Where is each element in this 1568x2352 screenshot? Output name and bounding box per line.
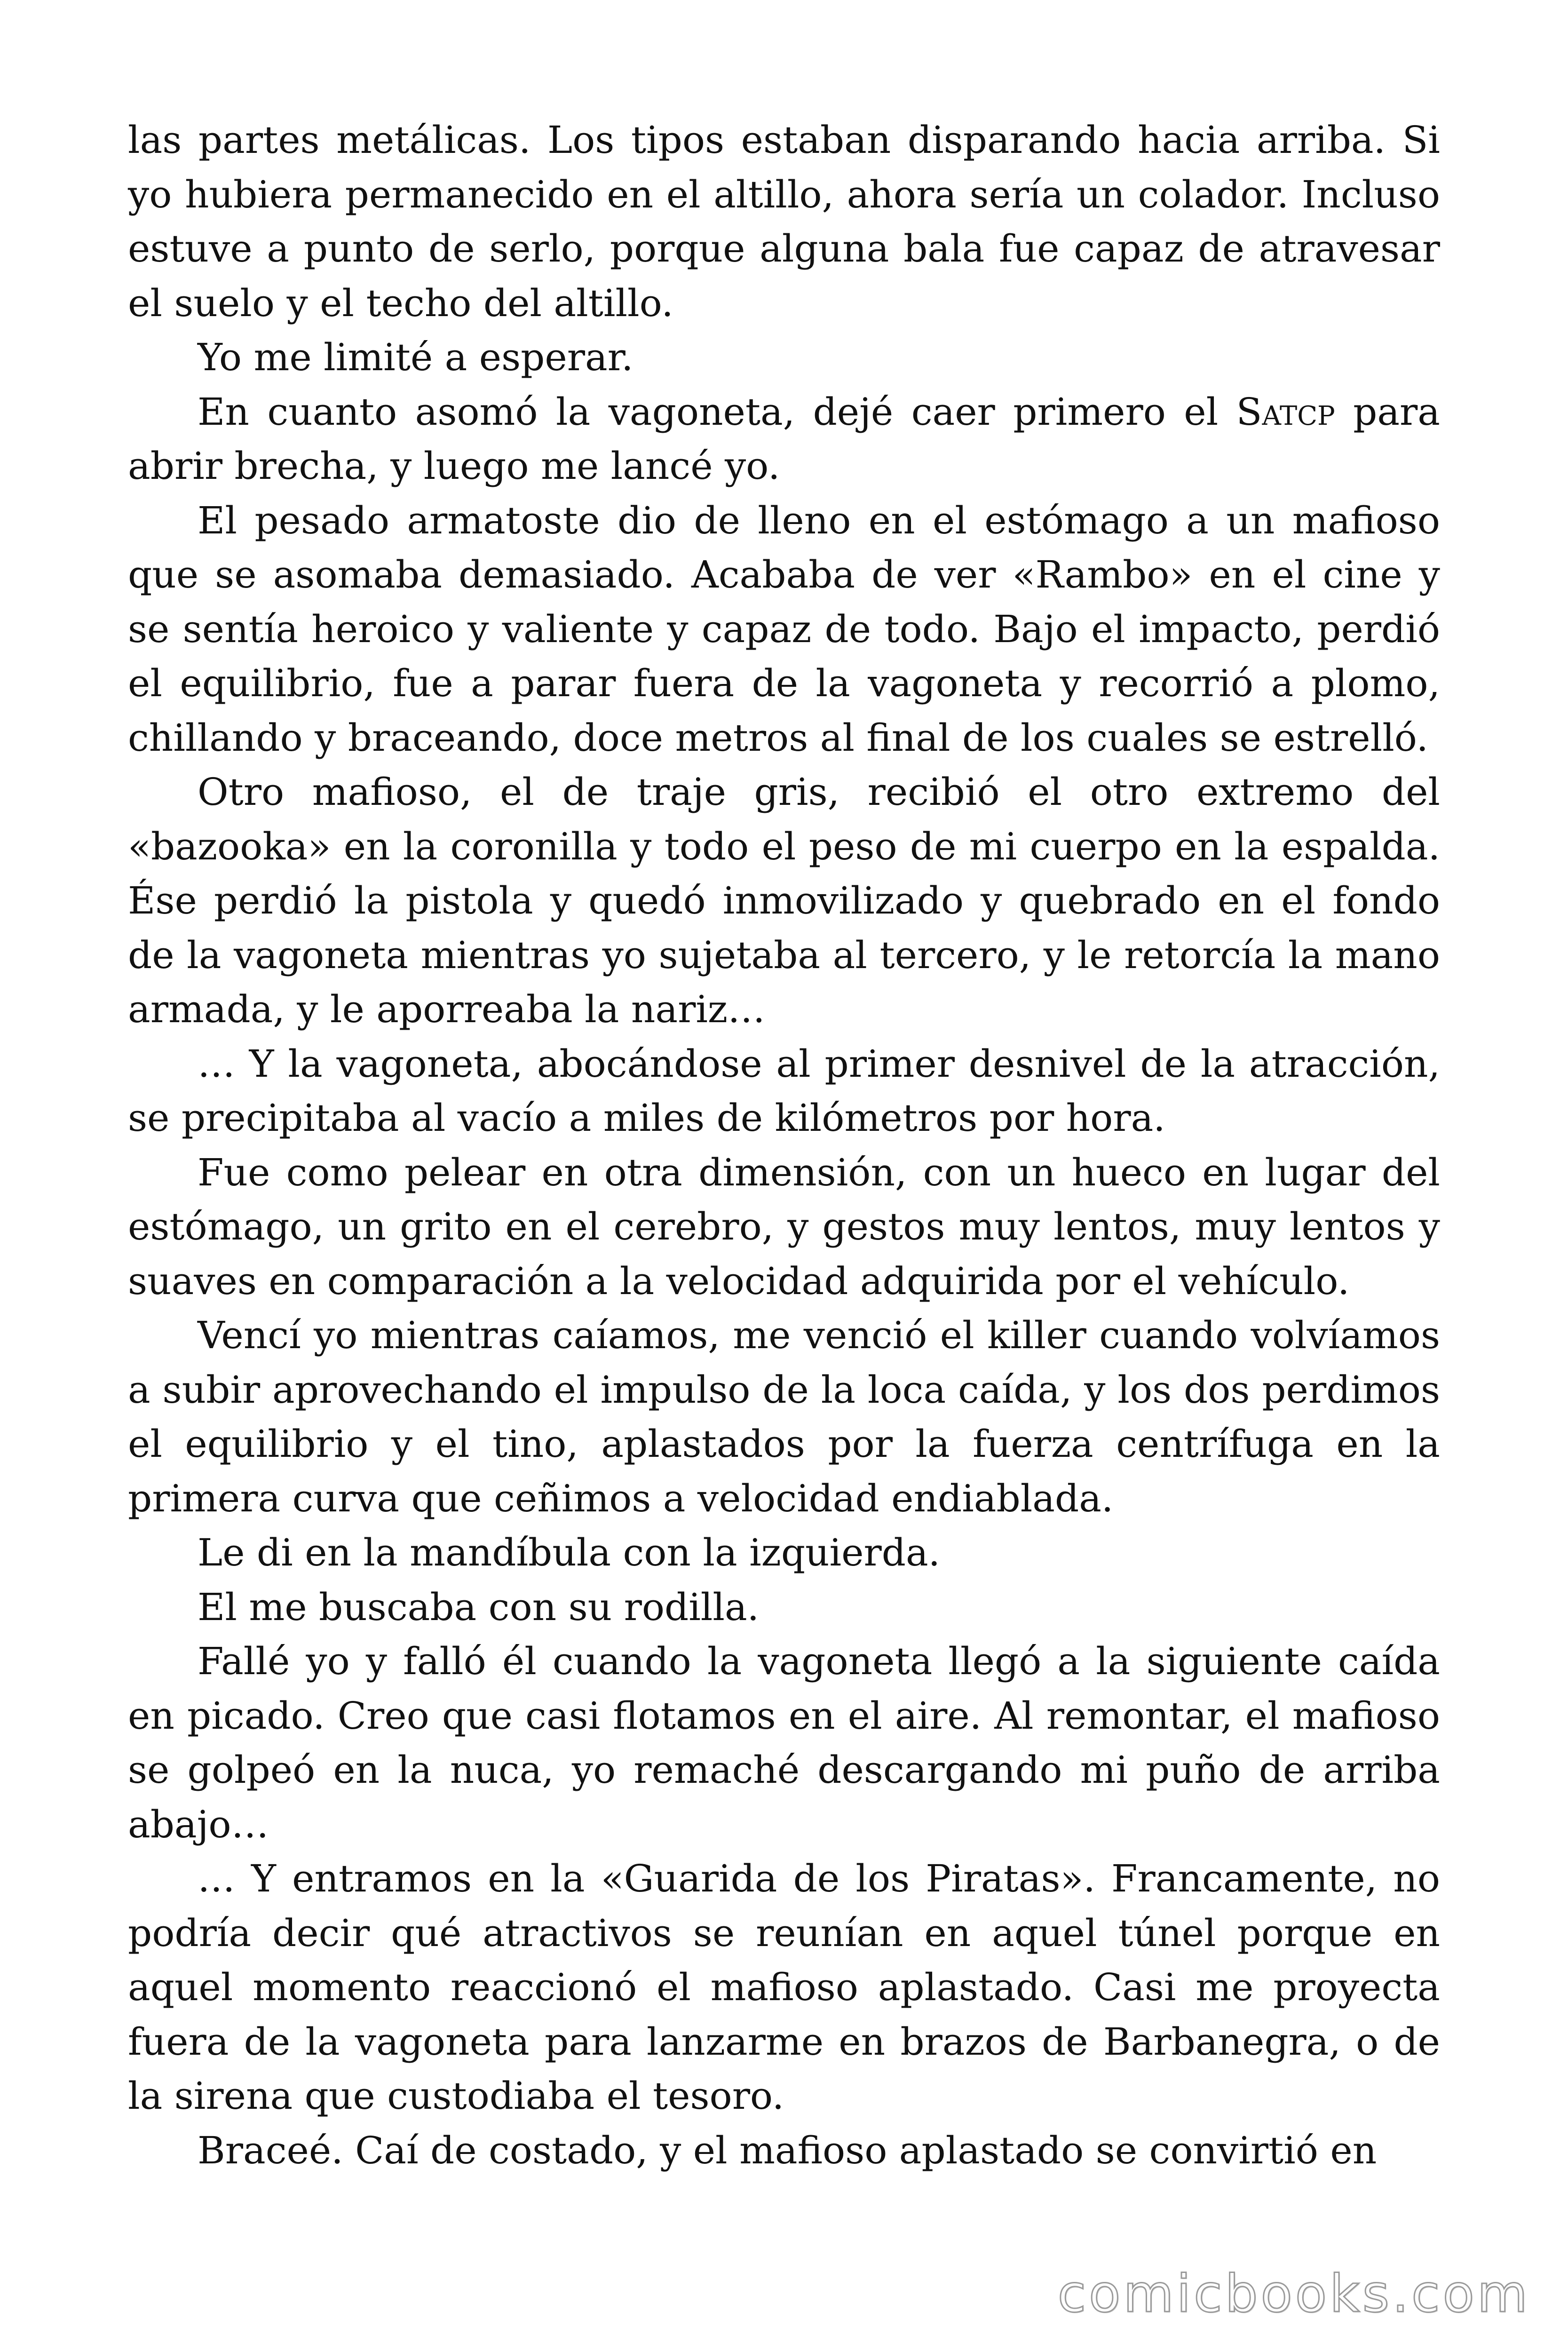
paragraph: El pesado armatoste dio de lleno en el estómago a un mafioso que se asomaba demasiado. Acababa de ver «Rambo» en el cine y se sentía heroico y valiente y capaz de todo. Bajo el impacto, perdió el equilibrio, fue a parar fuera de la vagoneta y recorrió a plomo, chillando y braceando, doce metros al final de los cuales se estrelló.	[128, 498, 1440, 760]
paragraph: Fue como pelear en otra dimensión, con un hueco en lugar del estómago, un grito en el cerebro, y gestos muy lentos, muy lentos y suaves en comparación a la velocidad adquirida por el vehículo.	[128, 1150, 1440, 1303]
paragraph: Fallé yo y falló él cuando la vagoneta llegó a la siguiente caída en picado. Creo que casi flotamos en el aire. Al remontar, el mafioso se golpeó en la nuca, yo remaché descargando mi puño de arriba abajo…	[128, 1639, 1440, 1846]
acronym-satcp: Satcp	[1236, 389, 1335, 434]
paragraph-text: para abrir brecha, y luego me lancé yo.	[128, 389, 1440, 488]
paragraph: las partes metálicas. Los tipos estaban disparando hacia arriba. Si yo hubiera permanecido en el altillo, ahora sería un colador. Incluso estuve a punto de serlo, porque alguna bala fue capaz de atravesar el suelo y el techo del altillo.	[128, 118, 1440, 325]
paragraph: Braceé. Caí de costado, y el mafioso aplastado se convirtió en	[198, 2128, 1377, 2172]
paragraph: … Y la vagoneta, abocándose al primer desnivel de la atracción, se precipitaba al vacío a miles de kilómetros por hora.	[128, 1041, 1440, 1140]
paragraph: Vencí yo mientras caíamos, me venció el killer cuando volvíamos a subir aprovechando el impulso de la loca caída, y los dos perdimos el equilibrio y el tino, aplastados por la fuerza centrífuga en la primera curva que ceñimos a velocidad endiablada.	[128, 1313, 1440, 1520]
paragraph: El me buscaba con su rodilla.	[198, 1585, 760, 1629]
paragraph-text: En cuanto asomó la vagoneta, dejé caer primero el	[198, 389, 1236, 434]
body-text	[128, 113, 1440, 2177]
watermark-logo: comicbooks.com	[1057, 2264, 1530, 2324]
paragraph: Le di en la mandíbula con la izquierda.	[198, 1531, 941, 1574]
paragraph	[128, 385, 1440, 493]
paragraph: Otro mafioso, el de traje gris, recibió el otro extremo del «bazooka» en la coronilla y todo el peso de mi cuerpo en la espalda. Ése perdió la pistola y quedó inmovilizado y quebrado en el fondo de la vagoneta mientras yo sujetaba al tercero, y le retorcía la mano armada, y le aporreaba la nariz…	[128, 770, 1440, 1031]
paragraph: … Y entramos en la «Guarida de los Piratas». Francamente, no podría decir qué atractivos se reunían en aquel túnel porque en aquel momento reaccionó el mafioso aplastado. Casi me proyecta fuera de la vagoneta para lanzarme en brazos de Barbanegra, o de la sirena que custodiaba el tesoro.	[128, 1857, 1440, 2118]
paragraph: Yo me limité a esperar.	[198, 335, 634, 379]
